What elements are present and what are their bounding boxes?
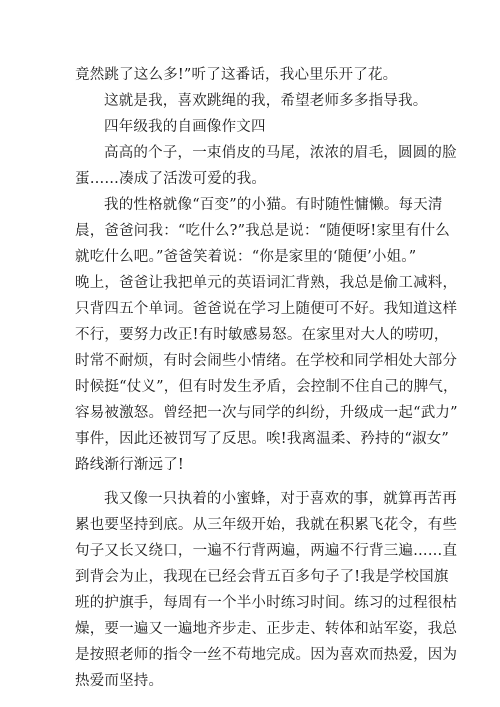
text-line: 竟然跳了这么多!”听了这番话，我心里乐开了花。 — [75, 67, 398, 83]
text-line: 事件，因此还被罚写了反思。唉!我离温柔、矜持的“淑女” — [75, 431, 450, 447]
text-line: 蛋……凑成了活泼可爱的我。 — [75, 171, 267, 187]
text-line: 只背四五个单词。爸爸说在学习上随便可不好。我知道这样 — [75, 301, 458, 317]
text-line: 我的性格就像“百变”的小猫。有时随性慵懒。每天清 — [104, 197, 443, 213]
text-line: 班的护旗手，每周有一个半小时练习时间。练习的过程很枯 — [75, 595, 458, 611]
text-line: 累也要坚持到底。从三年级开始，我就在积累飞花令，有些 — [75, 517, 458, 533]
text-line: 容易被激怒。曾经把一次与同学的纠纷，升级成一起“武力” — [75, 405, 458, 421]
text-line: 我又像一只执着的小蜜蜂，对于喜欢的事，就算再苦再 — [104, 491, 457, 507]
text-line: 晚上，爸爸让我把单元的英语词汇背熟，我总是偷工减料， — [75, 275, 458, 291]
text-line: 时候挺“仗义”，但有时发生矛盾，会控制不住自己的脾气， — [75, 379, 458, 395]
text-line: 就吃什么吧。”爸爸笑着说：“你是家里的‘随便’小姐。” — [75, 249, 417, 265]
text-line: 路线渐行渐远了! — [75, 457, 184, 473]
text-line: 热爱而坚持。 — [75, 673, 164, 689]
text-line: 燥，要一遍又一遍地齐步走、正步走、转体和站军姿，我总 — [75, 621, 458, 637]
text-line: 句子又长又绕口，一遍不行背两遍，两遍不行背三遍……直 — [75, 543, 458, 559]
text-line: 高高的个子，一束俏皮的马尾，浓浓的眉毛，圆圆的脸 — [104, 145, 457, 161]
section-heading: 四年级我的自画像作文四 — [104, 119, 266, 135]
text-line: 到背会为止，我现在已经会背五百多句子了!我是学校国旗 — [75, 569, 449, 585]
text-line: 不行，要努力改正!有时敏感易怒。在家里对大人的唠叨， — [75, 327, 449, 343]
text-line: 这就是我，喜欢跳绳的我，希望老师多多指导我。 — [104, 93, 428, 109]
text-line: 晨，爸爸问我：“吃什么?”我总是说：“随便呀!家里有什么 — [75, 223, 450, 239]
text-line: 是按照老师的指令一丝不苟地完成。因为喜欢而热爱，因为 — [75, 647, 458, 663]
text-line: 时常不耐烦，有时会闹些小情绪。在学校和同学相处大部分 — [75, 353, 458, 369]
